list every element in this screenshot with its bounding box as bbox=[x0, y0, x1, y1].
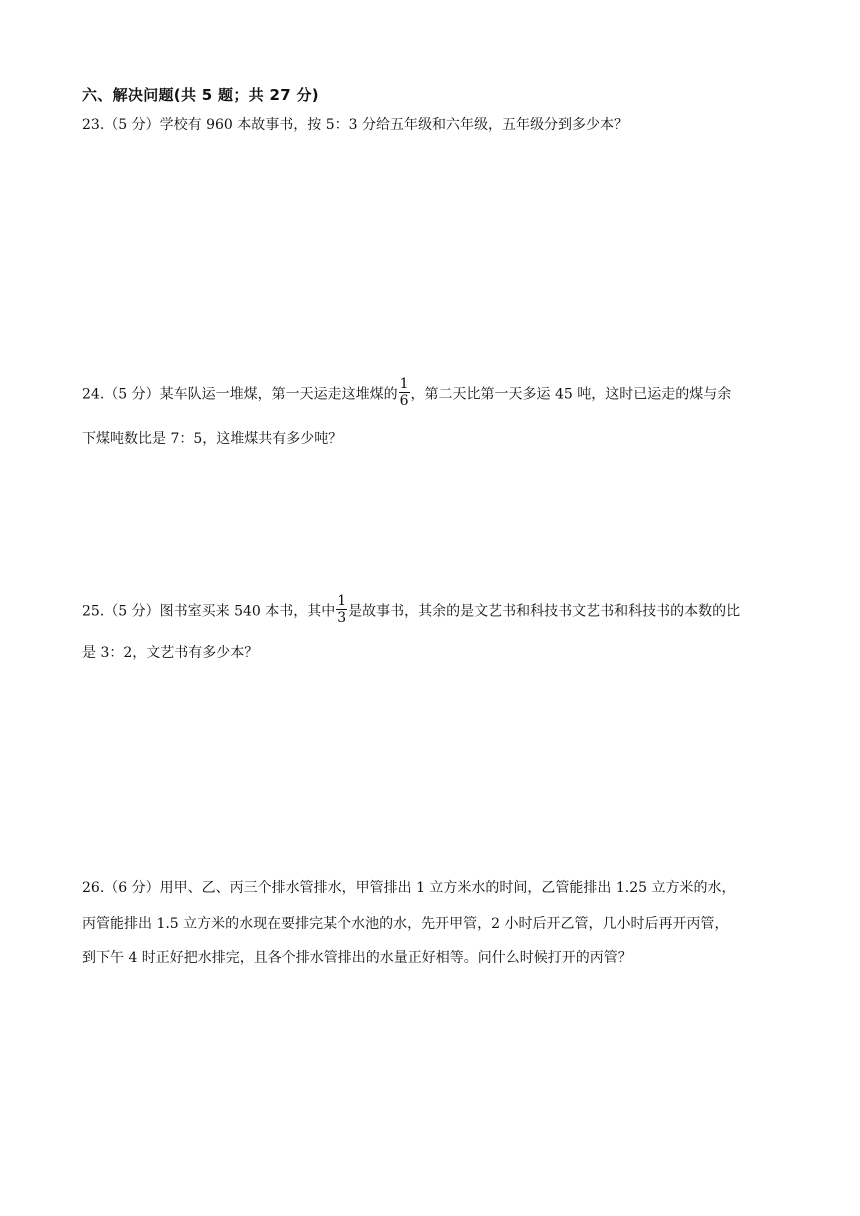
question-25-line-2 bbox=[82, 642, 258, 662]
question-24-text-b: ，第二天比第一天多运 45 吨，这时已运走的煤与余 bbox=[410, 386, 732, 403]
question-26-line-2 bbox=[82, 913, 729, 933]
question-25 bbox=[82, 595, 740, 628]
question-26-line-3 bbox=[82, 947, 632, 967]
fraction-numerator: 1 bbox=[399, 376, 409, 392]
question-23 bbox=[82, 114, 628, 134]
question-24-text-a: 24.（5 分）某车队运一堆煤，第一天运走这堆煤的 bbox=[82, 386, 398, 403]
question-26-text-c: 到下午 4 时正好把水排完，且各个排水管排出的水量正好相等。问什么时候打开的丙管？ bbox=[82, 950, 632, 966]
question-25-text-a: 25.（5 分）图书室买来 540 本书，其中 bbox=[82, 603, 336, 620]
question-23-text: 23.（5 分）学校有 960 本故事书，按 5：3 分给五年级和六年级，五年级分到多少本？ bbox=[82, 117, 628, 133]
fraction-one-sixth bbox=[399, 376, 410, 409]
section-title: 六、解决问题(共 5 题；共 27 分) bbox=[82, 86, 319, 104]
question-26 bbox=[82, 877, 736, 897]
question-26-text-b: 丙管能排出 1.5 立方米的水现在要排完某个水池的水，先开甲管，2 小时后开乙管，几小时后再开丙管， bbox=[82, 916, 729, 932]
fraction-denominator: 3 bbox=[337, 610, 347, 626]
question-26-text-a: 26.（6 分）用甲、乙、丙三个排水管排水，甲管排出 1 立方米水的时间，乙管能排出 1.25 立方米的水， bbox=[82, 880, 736, 896]
question-25-text-b: 是故事书，其余的是文艺书和科技书文艺书和科技书的本数的比 bbox=[348, 603, 741, 620]
question-25-text-c: 是 3：2，文艺书有多少本？ bbox=[82, 645, 259, 661]
fraction-numerator: 1 bbox=[337, 593, 347, 609]
fraction-one-third bbox=[336, 593, 347, 626]
fraction-denominator: 6 bbox=[399, 393, 409, 409]
question-24-text-c: 下煤吨数比是 7：5，这堆煤共有多少吨？ bbox=[82, 431, 343, 447]
question-24-line-2 bbox=[82, 428, 342, 448]
question-24 bbox=[82, 378, 731, 411]
